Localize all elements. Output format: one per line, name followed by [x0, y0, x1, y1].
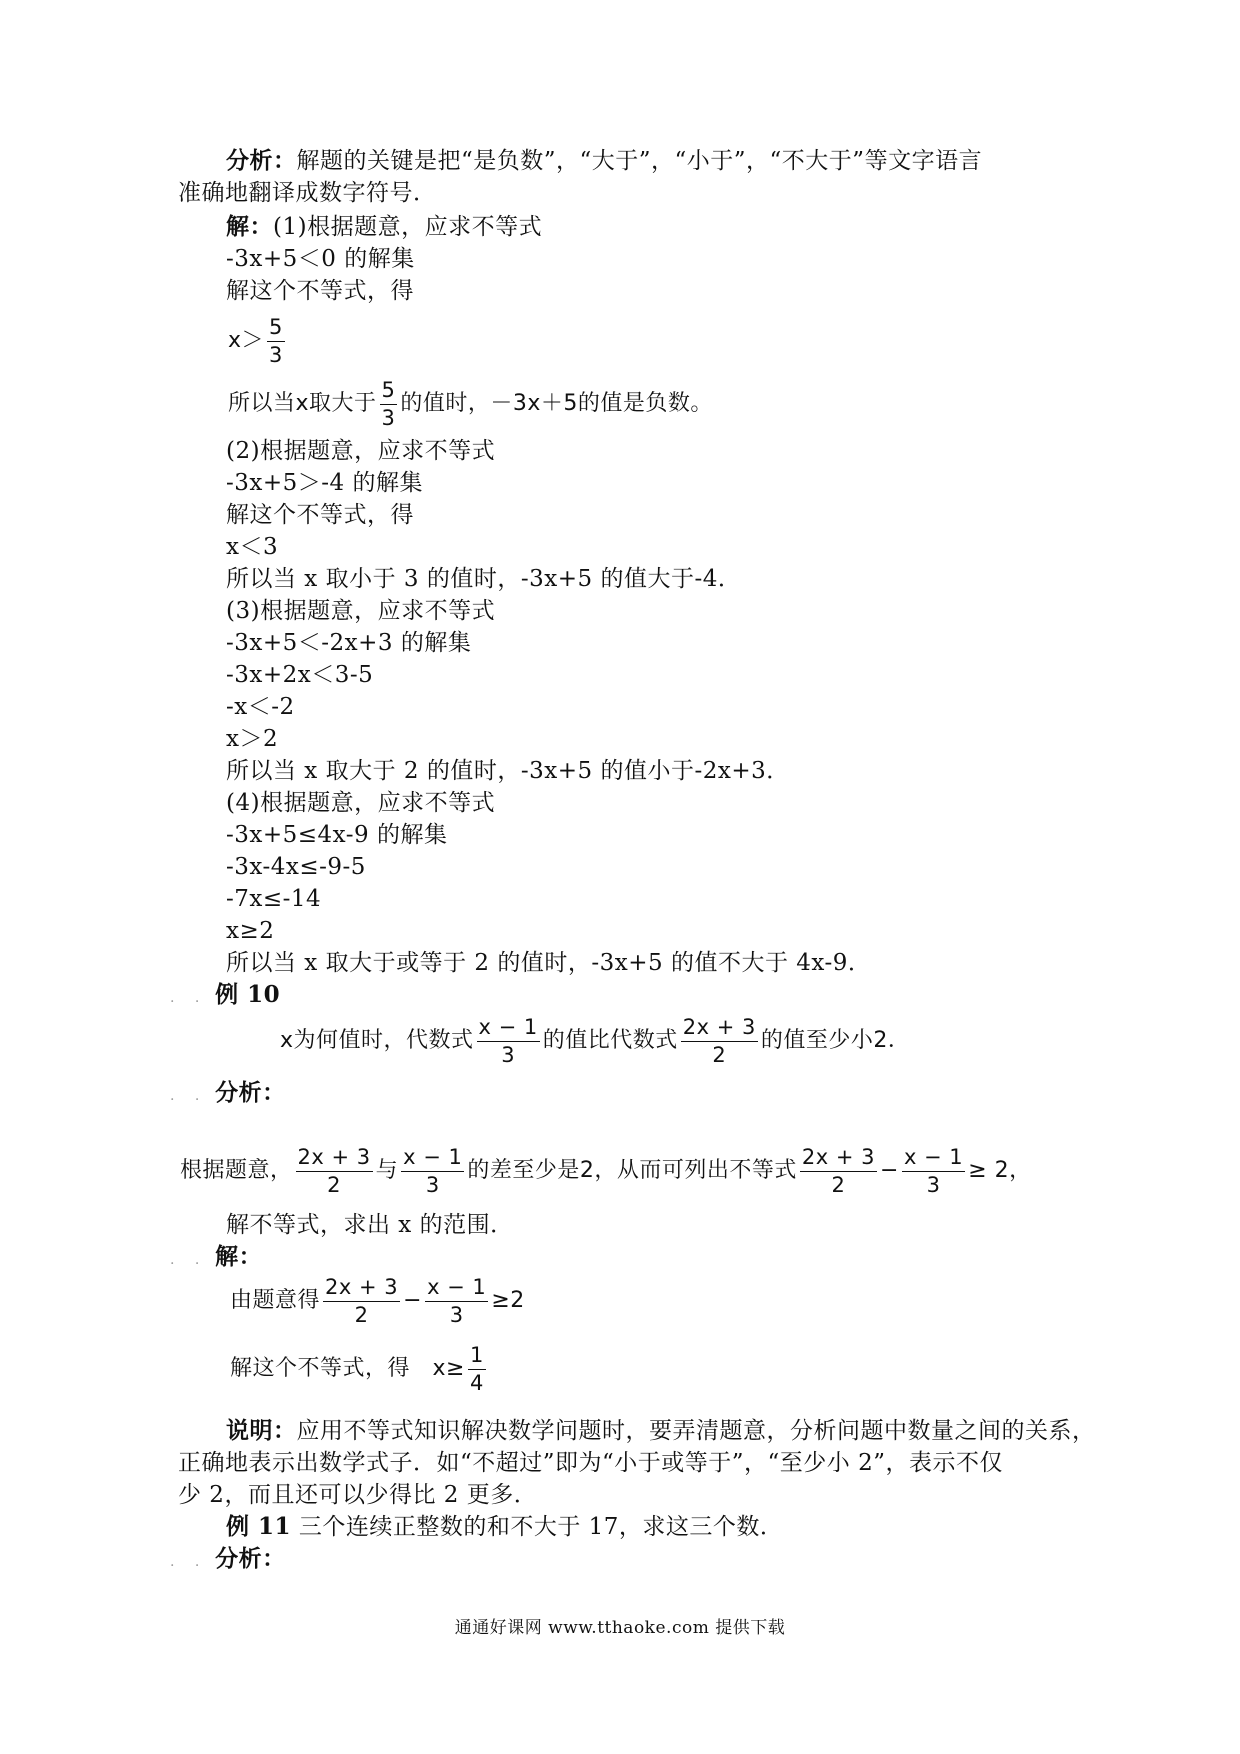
fraction-five-thirds: $\frac{5}{3}$ [269, 315, 283, 367]
note-line-1: 说明：应用不等式知识解决数学问题时，要弄清题意，分析问题中数量之间的关系， [226, 1417, 1096, 1444]
example10-heading [170, 980, 280, 1013]
fraction-x-minus-1-over-3: $\frac{x - 1}{3}$ [403, 1145, 463, 1197]
example11-line: 例 11 三个连续正整数的和不大于 17，求这三个数． [226, 1513, 784, 1540]
analysis-text-cont: 准确地翻译成数字符号． [178, 180, 437, 206]
fraction-2x-plus-3-over-2: $\frac{2x + 3}{2}$ [325, 1275, 399, 1327]
part4-conclusion: 所以当 x 取大于或等于 2 的值时，-3x+5 的值不大于 4x-9． [226, 950, 872, 976]
leader-dots: . . [170, 1554, 208, 1570]
fraction-2x-plus-3-over-2: $\frac{2x + 3}{2}$ [682, 1015, 756, 1067]
fraction-x-minus-1-over-3: $\frac{x - 1}{3}$ [478, 1015, 538, 1067]
part2-result: x＜3 [226, 534, 279, 560]
example10-question: x为何值时，代数式 $\frac{x - 1}{3}$ 的值比代数式 $\frac{2x + 3}{2}$ 的值至少小2． [280, 1015, 911, 1067]
part3-step2: -x＜-2 [226, 694, 295, 720]
leader-dots: . . [170, 1088, 208, 1104]
analysis-line-2 [178, 178, 437, 208]
analysis-text: 解题的关键是把“是负数”，“大于”，“小于”，“不大于”等文字语言 [296, 148, 983, 174]
part4-step3: x≥2 [226, 918, 275, 944]
analysis-label: 分析： [215, 1545, 286, 1572]
fraction-2x-plus-3-over-2: $\frac{2x + 3}{2}$ [297, 1145, 371, 1197]
part3-step3: x＞2 [226, 726, 279, 752]
solution-label: 解： [215, 1243, 263, 1270]
part4-inequality: -3x+5≤4x-9 的解集 [226, 822, 448, 848]
part1-solve: 解这个不等式，得 [226, 278, 414, 304]
example11-label: 例 11 [226, 1513, 292, 1540]
example11-analysis-heading [170, 1544, 286, 1577]
fraction-one-quarter: $\frac{1}{4}$ [469, 1343, 484, 1395]
example10-analysis-heading [170, 1078, 286, 1111]
analysis-label: 分析： [215, 1079, 286, 1106]
fraction-x-minus-1-over-3: $\frac{x - 1}{3}$ [427, 1275, 487, 1327]
part1-conclusion: 所以当x取大于 $\frac{5}{3}$ 的值时，－3x＋5的值是负数。 [228, 378, 713, 430]
part3-step1: -3x+2x＜3-5 [226, 662, 374, 688]
part4-step2: -7x≤-14 [226, 886, 322, 912]
note-line-3: 少 2，而且还可以少得比 2 更多． [178, 1482, 538, 1508]
example10-analysis: 根据题意， $\frac{2x + 3}{2}$ 与 $\frac{x - 1}{3}$ 的差至少是2，从而可列出不等式 $\frac{2x + 3}{2}$ − $\frac{x - 1}{3}$ ≥ 2， [180, 1145, 1032, 1197]
solution-label: 解： [226, 213, 273, 240]
part4-intro: (4)根据题意，应求不等式 [226, 790, 496, 816]
part2-intro: (2)根据题意，应求不等式 [226, 438, 496, 464]
example10-solution-ineq: 由题意得 $\frac{2x + 3}{2}$ − $\frac{x - 1}{3}$ ≥2 [230, 1275, 525, 1327]
analysis-label: 分析： [226, 147, 297, 174]
solution-part1-intro: 解：(1)根据题意，应求不等式 [226, 213, 543, 240]
part1-result: x＞ $\frac{5}{3}$ [228, 315, 283, 367]
example10-label: 例 10 [215, 981, 281, 1008]
note-line-2: 正确地表示出数学式子．如“不超过”即为“小于或等于”，“至少小 2”，表示不仅 [178, 1450, 1003, 1476]
example10-solution-result: 解这个不等式，得 x≥ $\frac{1}{4}$ [230, 1343, 484, 1395]
fraction-2x-plus-3-over-2: $\frac{2x + 3}{2}$ [801, 1145, 875, 1197]
page-footer: 通通好课网 www.tthaoke.com 提供下载 [454, 1618, 786, 1638]
leader-dots: . . [170, 990, 208, 1006]
part3-intro: (3)根据题意，应求不等式 [226, 598, 496, 624]
part4-step1: -3x-4x≤-9-5 [226, 854, 366, 880]
leader-dots: . . [170, 1252, 208, 1268]
example10-analysis-line2: 解不等式，求出 x 的范围． [226, 1212, 514, 1238]
part3-conclusion: 所以当 x 取大于 2 的值时，-3x+5 的值小于-2x+3． [226, 758, 790, 784]
part2-solve: 解这个不等式，得 [226, 502, 414, 528]
part2-inequality: -3x+5＞-4 的解集 [226, 470, 423, 496]
fraction-five-thirds: $\frac{5}{3}$ [381, 378, 396, 430]
analysis-line-1 [226, 146, 982, 176]
part3-inequality: -3x+5＜-2x+3 的解集 [226, 630, 472, 656]
part1-inequality: -3x+5＜0 的解集 [226, 246, 415, 272]
part2-conclusion: 所以当 x 取小于 3 的值时，-3x+5 的值大于-4． [226, 566, 742, 592]
note-label: 说明： [226, 1417, 297, 1444]
fraction-x-minus-1-over-3: $\frac{x - 1}{3}$ [903, 1145, 964, 1197]
